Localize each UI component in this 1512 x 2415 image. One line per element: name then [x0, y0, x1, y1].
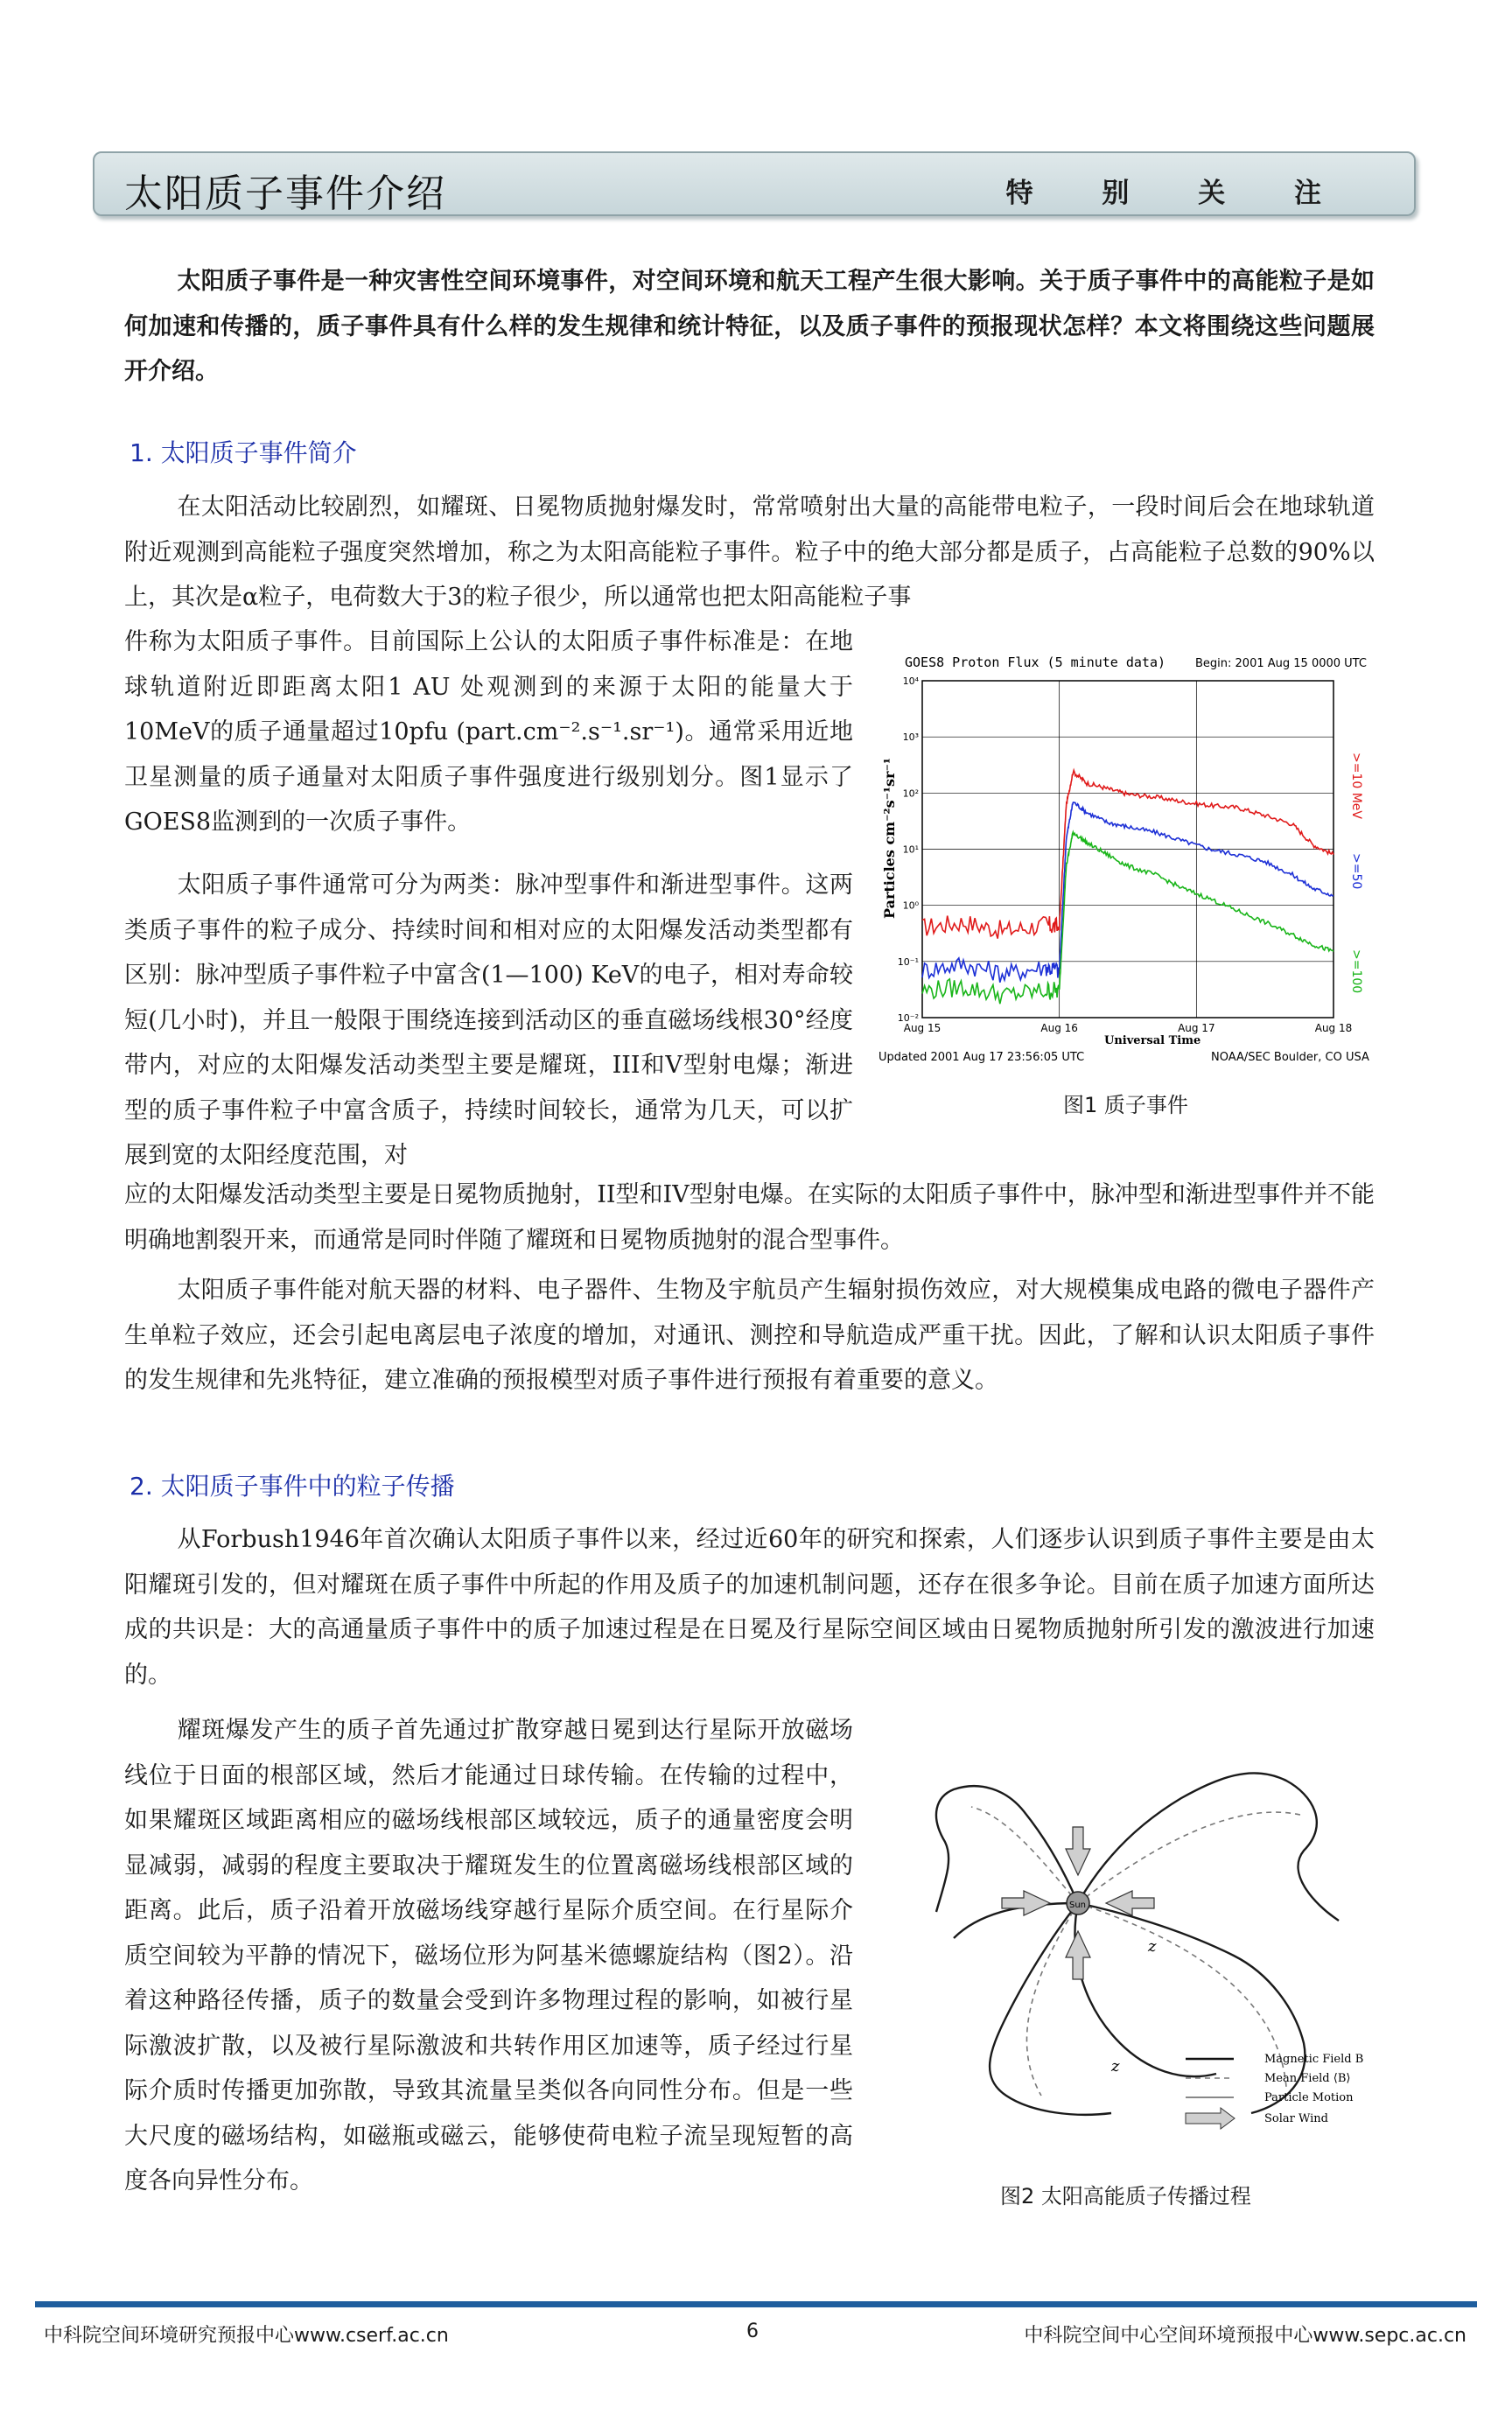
section1-paragraph3: 太阳质子事件能对航天器的材料、电子器件、生物及宇航员产生辐射损伤效应，对大规模集成电路的微电子器件产生单粒子效应，还会引起电离层电子浓度的增加，对通讯、测控和导航造成严重干扰。因此，了解和认识太阳质子事件的发生规律和先兆特征，建立准确的预报模型对质子事件进行预报有着重要的意义。 [124, 1277, 1375, 1394]
x-tick-label: Aug 17 [1178, 1022, 1215, 1034]
y-tick-label: 10³ [902, 732, 919, 744]
section2-paragraph2: 耀斑爆发产生的质子首先通过扩散穿越日冕到达行星际开放磁场线位于日面的根部区域，然后才能通过日球传输。在传输的过程中，如果耀斑区域距离相应的磁场线根部区域较远，质子的通量密度会明显减弱，减弱的程度主要取决于耀斑发生的位置离磁场线根部区域的距离。此后，质子沿着开放磁场线穿越行星际介质空间。在行星际介质空间较为平静的情况下，磁场位形为阿基米德螺旋结构（图2）。沿着这种路径传播，质子的数量会受到许多物理过程的影响，如被行星际激波扩散，以及被行星际激波和共转作用区加速等，质子经过行星际介质时传播更加弥散，导致其流量呈类似各向同性分布。但是一些大尺度的磁场结构，如磁瓶或磁云，能够使荷电粒子流呈现短暂的高度各向异性分布。 [124, 1717, 853, 2194]
y-tick-label: 10¹ [902, 844, 919, 856]
x-tick-label: Aug 16 [1040, 1022, 1078, 1034]
intro-paragraph: 太阳质子事件是一种灾害性空间环境事件，对空间环境和航天工程产生很大影响。关于质子事件中的高能粒子是如何加速和传播的，质子事件具有什么样的发生规律和统计特征，以及质子事件的预报现状怎样？本文将围绕这些问题展开介绍。 [124, 268, 1375, 385]
series-label: >=50 [1349, 853, 1363, 890]
z-label-1: z [1148, 1937, 1157, 1956]
series-label: >=100 [1349, 949, 1363, 994]
y-tick-label: 10⁴ [902, 676, 919, 687]
legend-solar-wind: Solar Wind [1264, 2112, 1328, 2125]
legend-particle-motion: Particle Motion [1264, 2091, 1354, 2104]
chart-credit-label: NOAA/SEC Boulder, CO USA [1211, 1051, 1369, 1064]
y-tick-label: 10⁻¹ [897, 956, 919, 968]
figure1-caption: 图1 质子事件 [1063, 1093, 1188, 1117]
figure2-legend [1186, 2053, 1363, 2129]
legend-mean-field: Mean Field ⟨B⟩ [1264, 2072, 1351, 2085]
solar-wind-arrow-up [1066, 1827, 1090, 1875]
z-label-2: z [1111, 2057, 1120, 2076]
section-tag: 特 别 关 注 [1005, 178, 1351, 209]
y-tick-label: 10⁰ [902, 900, 919, 912]
figure1-proton-flux-chart [878, 648, 1395, 1076]
solar-wind-arrow-down [1066, 1931, 1090, 1979]
section-banner [93, 151, 1416, 216]
page-number: 6 [746, 2320, 759, 2342]
figure2-caption: 图2 太阳高能质子传播过程 [1000, 2184, 1251, 2208]
chart-begin-label: Begin: 2001 Aug 15 0000 UTC [1195, 657, 1367, 670]
sun-label: Sun [1069, 1900, 1087, 1910]
figure2-propagation-diagram [919, 1728, 1391, 2139]
page-title: 太阳质子事件介绍 [124, 172, 446, 216]
chart-title: GOES8 Proton Flux (5 minute data) [905, 654, 1166, 670]
footer-left: 中科院空间环境研究预报中心www.cserf.ac.cn [44, 2325, 449, 2347]
section1-paragraph1-top: 在太阳活动比较剧烈，如耀斑、日冕物质抛射爆发时，常常喷射出大量的高能带电粒子，一段时间后会在地球轨道附近观测到高能粒子强度突然增加，称之为太阳高能粒子事件。粒子中的绝大部分都是质子，占高能粒子总数的90%以上，其次是α粒子，电荷数大于3的粒子很少，所以通常也把太阳高能粒子事 [124, 494, 1375, 611]
footer-right: 中科院空间中心空间环境预报中心www.sepc.ac.cn [1024, 2325, 1466, 2347]
chart-y-label: Particles cm⁻²s⁻¹sr⁻¹ [881, 758, 898, 919]
y-tick-label: 10² [902, 788, 919, 800]
field-line-4 [990, 1903, 1111, 2115]
chart-x-label: Universal Time [1104, 1034, 1201, 1047]
section2-paragraph1: 从Forbush1946年首次确认太阳质子事件以来，经过近60年的研究和探索，人们逐步认识到质子事件主要是由太阳耀斑引发的，但对耀斑在质子事件中所起的作用及质子的加速机制问题，还存在很多争论。目前在质子加速方面所达成的共识是：大的高通量质子事件中的质子加速过程是在日冕及行星际空间区域由日冕物质抛射所引发的激波进行加速的。 [124, 1526, 1375, 1689]
field-line-1 [936, 1786, 1078, 1912]
section1-paragraph2-bottom: 应的太阳爆发活动类型主要是日冕物质抛射，II型和IV型射电爆。在实际的太阳质子事件中，脉冲型和渐进型事件并不能明确地割裂开来，而通常是同时伴随了耀斑和日冕物质抛射的混合型事件。 [124, 1181, 1375, 1254]
footer-rule [35, 2301, 1477, 2307]
x-tick-label: Aug 18 [1314, 1022, 1353, 1034]
section2-heading: 2. 太阳质子事件中的粒子传播 [130, 1472, 455, 1501]
legend-magnetic-field: Magnetic Field B [1264, 2053, 1364, 2066]
solar-wind-arrow-left [1002, 1891, 1050, 1915]
section1-paragraph1-bottom: 件称为太阳质子事件。目前国际上公认的太阳质子事件标准是：在地球轨道附近即距离太阳1 AU 处观测到的来源于太阳的能量大于10MeV的质子通量超过10pfu (part.cm⁻².s⁻¹.sr⁻¹)。通常采用近地卫星测量的质子通量对太阳质子事件强度进行级别划分。图1显示了GOES8监测到的一次质子事件。 [124, 628, 853, 836]
section1-heading: 1. 太阳质子事件简介 [130, 438, 357, 467]
y-tick-label: 10⁻² [897, 1012, 919, 1024]
section1-paragraph2-top: 太阳质子事件通常可分为两类：脉冲型事件和渐进型事件。这两类质子事件的粒子成分、持续时间和相对应的太阳爆发活动类型都有区别：脉冲型质子事件粒子中富含(1—100) KeV的电子，相对寿命较短(几小时)，并且一般限于围绕连接到活动区的垂直磁场线根30°经度带内，对应的太阳爆发活动类型主要是耀斑，III和V型射电爆；渐进型的质子事件粒子中富含质子，持续时间较长，通常为几天，可以扩展到宽的太阳经度范围，对 [124, 872, 853, 1169]
chart-updated-label: Updated 2001 Aug 17 23:56:05 UTC [878, 1051, 1085, 1064]
series-label: >=10 MeV [1349, 752, 1363, 819]
x-tick-label: Aug 15 [903, 1022, 942, 1034]
